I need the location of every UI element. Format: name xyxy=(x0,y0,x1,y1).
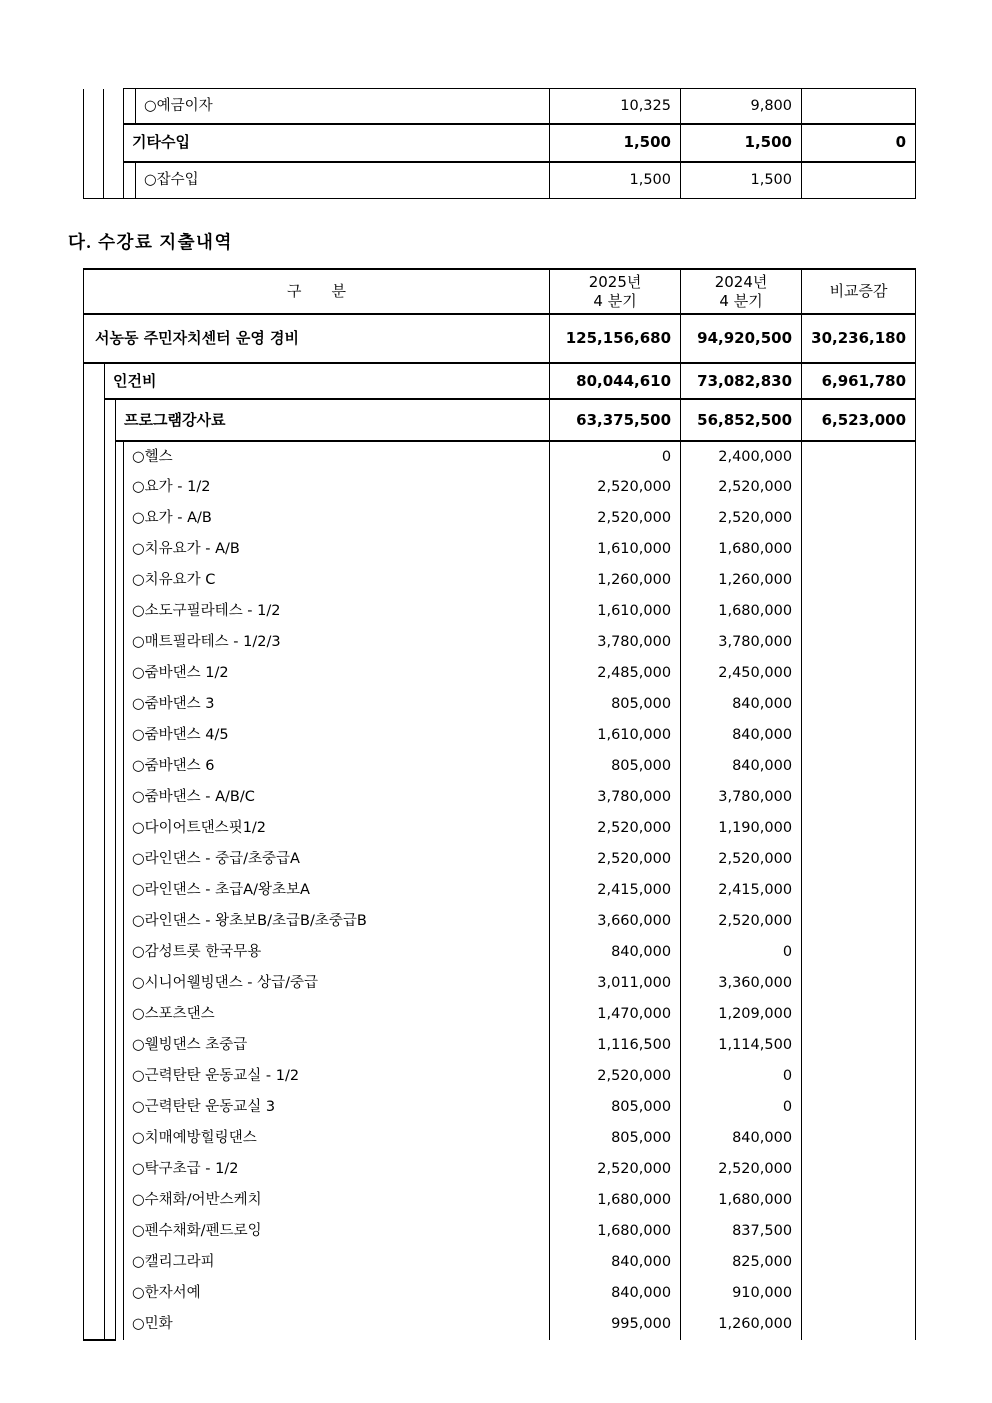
table-row xyxy=(84,1216,916,1247)
amount-2024-cell: 2,400,000 xyxy=(681,441,802,472)
diff-cell xyxy=(802,689,916,720)
table-row xyxy=(84,689,916,720)
program-name-cell: ○근력탄탄 운동교실 - 1/2 xyxy=(124,1061,550,1092)
amount-2025-cell: 2,520,000 xyxy=(550,1061,681,1092)
amount-2024-cell: 1,209,000 xyxy=(681,999,802,1030)
amount-2024-cell: 1,680,000 xyxy=(681,534,802,565)
amount-2025-cell: 805,000 xyxy=(550,1123,681,1154)
indent-cell xyxy=(104,89,124,199)
amount-2025-cell: 125,156,680 xyxy=(550,314,681,363)
amount-2024-cell: 2,520,000 xyxy=(681,503,802,534)
category-cell: 기타수입 xyxy=(124,124,550,162)
table-row xyxy=(84,999,916,1030)
category-cell: 인건비 xyxy=(105,363,550,399)
amount-2024-cell: 3,360,000 xyxy=(681,968,802,999)
diff-cell xyxy=(802,658,916,689)
section-heading: 다. 수강료 지출내역 xyxy=(68,232,233,252)
amount-2025-cell: 1,610,000 xyxy=(550,596,681,627)
diff-cell xyxy=(802,596,916,627)
program-name-cell: ○펜수채화/펜드로잉 xyxy=(124,1216,550,1247)
amount-2025-cell: 1,610,000 xyxy=(550,720,681,751)
diff-cell xyxy=(802,751,916,782)
diff-cell xyxy=(802,813,916,844)
amount-2024-cell: 0 xyxy=(681,1092,802,1123)
amount-2024-cell: 3,780,000 xyxy=(681,627,802,658)
amount-2025-cell: 0 xyxy=(550,441,681,472)
amount-2025-cell: 1,260,000 xyxy=(550,565,681,596)
amount-2024-cell: 910,000 xyxy=(681,1278,802,1309)
diff-cell xyxy=(802,968,916,999)
table-row xyxy=(84,875,916,906)
amount-2025-cell: 3,780,000 xyxy=(550,782,681,813)
program-name-cell: ○근력탄탄 운동교실 3 xyxy=(124,1092,550,1123)
amount-2024-cell: 837,500 xyxy=(681,1216,802,1247)
diff-cell xyxy=(802,162,916,199)
amount-2024-cell: 840,000 xyxy=(681,751,802,782)
table-row xyxy=(84,363,916,399)
program-name-cell: ○민화 xyxy=(124,1309,550,1340)
table-row xyxy=(84,906,916,937)
indent-cell xyxy=(116,441,124,1340)
amount-2025-cell: 3,660,000 xyxy=(550,906,681,937)
table-header-row xyxy=(84,269,916,314)
table-row xyxy=(84,314,916,363)
table-row xyxy=(84,751,916,782)
diff-cell xyxy=(802,1247,916,1278)
program-name-cell: ○소도구필라테스 - 1/2 xyxy=(124,596,550,627)
indent-cell xyxy=(105,399,116,1340)
table-row xyxy=(84,1154,916,1185)
diff-cell xyxy=(802,627,916,658)
diff-cell xyxy=(802,1185,916,1216)
header-2024 xyxy=(681,269,802,314)
amount-2025-cell: 1,500 xyxy=(550,124,681,162)
table-row xyxy=(84,937,916,968)
program-name-cell: ○라인댄스 - 왕초보B/초급B/초중급B xyxy=(124,906,550,937)
program-name-cell: ○웰빙댄스 초중급 xyxy=(124,1030,550,1061)
table-row xyxy=(84,844,916,875)
table-row xyxy=(84,124,916,162)
program-name-cell: ○수채화/어반스케치 xyxy=(124,1185,550,1216)
header-diff: 비교증감 xyxy=(802,269,916,314)
amount-2025-cell: 2,415,000 xyxy=(550,875,681,906)
diff-cell xyxy=(802,844,916,875)
program-name-cell: ○줌바댄스 4/5 xyxy=(124,720,550,751)
diff-cell xyxy=(802,1030,916,1061)
amount-2024-cell: 56,852,500 xyxy=(681,399,802,441)
amount-2024-cell: 0 xyxy=(681,1061,802,1092)
amount-2024-cell: 1,260,000 xyxy=(681,1309,802,1340)
table-row xyxy=(84,596,916,627)
table-row xyxy=(84,503,916,534)
table-row xyxy=(84,1061,916,1092)
table-row xyxy=(84,162,916,199)
diff-cell xyxy=(802,720,916,751)
amount-2025-cell: 10,325 xyxy=(550,89,681,124)
amount-2024-cell: 2,520,000 xyxy=(681,1154,802,1185)
amount-2025-cell: 805,000 xyxy=(550,751,681,782)
indent-cell xyxy=(124,162,136,199)
diff-cell xyxy=(802,1154,916,1185)
amount-2025-cell: 2,520,000 xyxy=(550,472,681,503)
program-name-cell: ○헬스 xyxy=(124,441,550,472)
amount-2025-cell: 1,680,000 xyxy=(550,1216,681,1247)
amount-2024-cell: 2,415,000 xyxy=(681,875,802,906)
amount-2024-cell: 94,920,500 xyxy=(681,314,802,363)
amount-2025-cell: 805,000 xyxy=(550,689,681,720)
amount-2025-cell: 3,780,000 xyxy=(550,627,681,658)
program-name-cell: ○시니어웰빙댄스 - 상급/중급 xyxy=(124,968,550,999)
amount-2024-cell: 2,450,000 xyxy=(681,658,802,689)
amount-2025-cell: 1,116,500 xyxy=(550,1030,681,1061)
amount-2024-cell: 1,260,000 xyxy=(681,565,802,596)
table-row xyxy=(84,441,916,472)
program-name-cell: ○캘리그라피 xyxy=(124,1247,550,1278)
amount-2024-cell: 73,082,830 xyxy=(681,363,802,399)
amount-2024-cell: 825,000 xyxy=(681,1247,802,1278)
table-row xyxy=(84,472,916,503)
diff-cell xyxy=(802,89,916,124)
diff-cell: 6,523,000 xyxy=(802,399,916,441)
table-row xyxy=(84,782,916,813)
amount-2024-cell: 1,190,000 xyxy=(681,813,802,844)
diff-cell xyxy=(802,906,916,937)
amount-2025-cell: 840,000 xyxy=(550,937,681,968)
program-name-cell: ○감성트롯 한국무용 xyxy=(124,937,550,968)
header-2024-quarter: 4 분기 xyxy=(719,291,763,310)
category-cell: 서농동 주민자치센터 운영 경비 xyxy=(84,314,550,363)
amount-2025-cell: 1,610,000 xyxy=(550,534,681,565)
table-row xyxy=(84,1185,916,1216)
program-name-cell: ○줌바댄스 3 xyxy=(124,689,550,720)
table-row xyxy=(84,534,916,565)
amount-2024-cell: 1,500 xyxy=(681,162,802,199)
diff-cell xyxy=(802,472,916,503)
diff-cell xyxy=(802,875,916,906)
income-table-fragment xyxy=(83,88,916,199)
diff-cell xyxy=(802,1216,916,1247)
amount-2025-cell: 63,375,500 xyxy=(550,399,681,441)
amount-2024-cell: 0 xyxy=(681,937,802,968)
program-name-cell: ○다이어트댄스핏1/2 xyxy=(124,813,550,844)
diff-cell xyxy=(802,937,916,968)
category-cell: 프로그램강사료 xyxy=(116,399,550,441)
header-2025-quarter: 4 분기 xyxy=(593,291,637,310)
table-row xyxy=(84,658,916,689)
category-cell: ○예금이자 xyxy=(136,89,550,124)
table-row xyxy=(84,89,916,124)
program-name-cell: ○한자서예 xyxy=(124,1278,550,1309)
diff-cell xyxy=(802,1061,916,1092)
table-row xyxy=(84,813,916,844)
amount-2024-cell: 1,114,500 xyxy=(681,1030,802,1061)
diff-cell xyxy=(802,1309,916,1340)
diff-cell xyxy=(802,441,916,472)
indent-cell xyxy=(124,89,136,124)
header-2025 xyxy=(550,269,681,314)
table-row xyxy=(84,720,916,751)
program-name-cell: ○매트필라테스 - 1/2/3 xyxy=(124,627,550,658)
diff-cell xyxy=(802,999,916,1030)
amount-2025-cell: 80,044,610 xyxy=(550,363,681,399)
program-name-cell: ○줌바댄스 6 xyxy=(124,751,550,782)
amount-2024-cell: 1,500 xyxy=(681,124,802,162)
category-cell: ○잡수입 xyxy=(136,162,550,199)
table-row xyxy=(84,1309,916,1340)
program-name-cell: ○요가 - A/B xyxy=(124,503,550,534)
diff-cell xyxy=(802,1092,916,1123)
amount-2025-cell: 3,011,000 xyxy=(550,968,681,999)
amount-2025-cell: 2,520,000 xyxy=(550,1154,681,1185)
table-row xyxy=(84,1247,916,1278)
table-row xyxy=(84,1092,916,1123)
diff-cell: 6,961,780 xyxy=(802,363,916,399)
amount-2025-cell: 1,680,000 xyxy=(550,1185,681,1216)
program-name-cell: ○치매예방힐링댄스 xyxy=(124,1123,550,1154)
program-name-cell: ○스포츠댄스 xyxy=(124,999,550,1030)
program-name-cell: ○줌바댄스 - A/B/C xyxy=(124,782,550,813)
diff-cell: 30,236,180 xyxy=(802,314,916,363)
header-2025-year: 2025년 xyxy=(588,272,642,291)
amount-2024-cell: 1,680,000 xyxy=(681,1185,802,1216)
diff-cell xyxy=(802,503,916,534)
amount-2024-cell: 840,000 xyxy=(681,689,802,720)
table-row xyxy=(84,399,916,441)
program-name-cell: ○요가 - 1/2 xyxy=(124,472,550,503)
amount-2025-cell: 2,520,000 xyxy=(550,503,681,534)
expense-table xyxy=(83,268,916,1341)
table-row xyxy=(84,627,916,658)
program-name-cell: ○탁구초급 - 1/2 xyxy=(124,1154,550,1185)
diff-cell xyxy=(802,1123,916,1154)
diff-cell xyxy=(802,782,916,813)
header-category: 구 분 xyxy=(84,269,550,314)
diff-cell xyxy=(802,534,916,565)
header-2024-year: 2024년 xyxy=(714,272,768,291)
amount-2025-cell: 805,000 xyxy=(550,1092,681,1123)
table-row xyxy=(84,1123,916,1154)
amount-2024-cell: 2,520,000 xyxy=(681,472,802,503)
program-name-cell: ○치유요가 C xyxy=(124,565,550,596)
table-row xyxy=(84,565,916,596)
amount-2024-cell: 9,800 xyxy=(681,89,802,124)
amount-2025-cell: 995,000 xyxy=(550,1309,681,1340)
table-row xyxy=(84,1030,916,1061)
diff-cell: 0 xyxy=(802,124,916,162)
amount-2024-cell: 840,000 xyxy=(681,1123,802,1154)
table-row xyxy=(84,1278,916,1309)
indent-cell xyxy=(84,89,104,199)
amount-2025-cell: 840,000 xyxy=(550,1278,681,1309)
amount-2025-cell: 840,000 xyxy=(550,1247,681,1278)
amount-2024-cell: 1,680,000 xyxy=(681,596,802,627)
amount-2025-cell: 2,485,000 xyxy=(550,658,681,689)
amount-2025-cell: 1,500 xyxy=(550,162,681,199)
amount-2025-cell: 2,520,000 xyxy=(550,844,681,875)
program-name-cell: ○줌바댄스 1/2 xyxy=(124,658,550,689)
program-name-cell: ○치유요가 - A/B xyxy=(124,534,550,565)
amount-2024-cell: 3,780,000 xyxy=(681,782,802,813)
diff-cell xyxy=(802,1278,916,1309)
table-row xyxy=(84,968,916,999)
amount-2024-cell: 2,520,000 xyxy=(681,906,802,937)
program-name-cell: ○라인댄스 - 중급/초중급A xyxy=(124,844,550,875)
diff-cell xyxy=(802,565,916,596)
amount-2025-cell: 2,520,000 xyxy=(550,813,681,844)
program-name-cell: ○라인댄스 - 초급A/왕초보A xyxy=(124,875,550,906)
indent-cell xyxy=(84,363,105,1340)
amount-2025-cell: 1,470,000 xyxy=(550,999,681,1030)
amount-2024-cell: 2,520,000 xyxy=(681,844,802,875)
amount-2024-cell: 840,000 xyxy=(681,720,802,751)
